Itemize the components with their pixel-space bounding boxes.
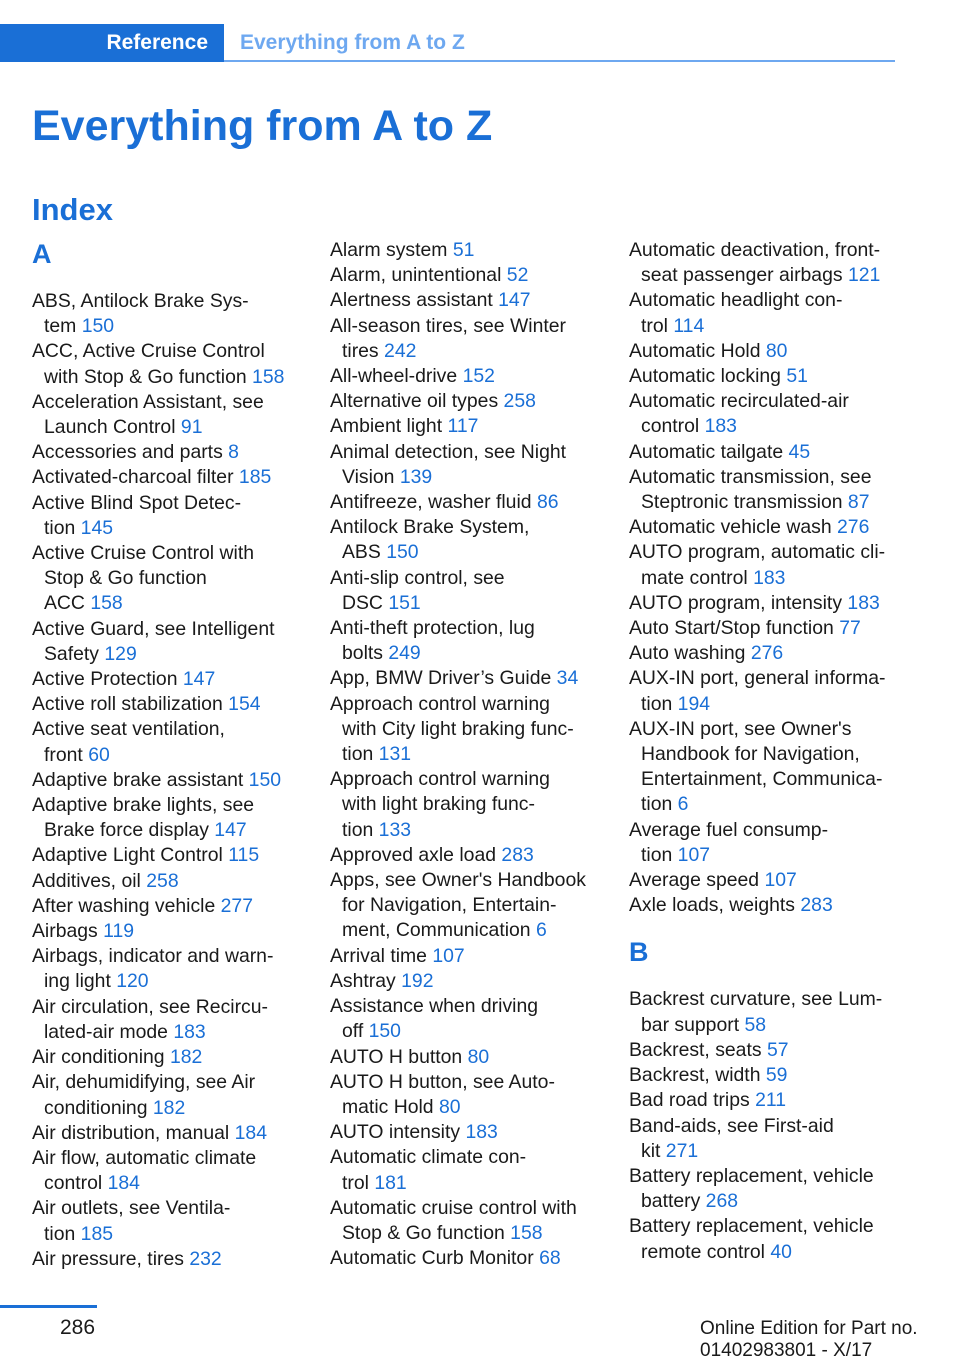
index-page-link[interactable]: 158 <box>90 592 123 615</box>
index-page-link[interactable]: 147 <box>214 819 247 842</box>
index-entry <box>629 389 901 439</box>
index-page-link[interactable]: 60 <box>88 743 110 766</box>
index-column-3 <box>629 238 901 1265</box>
index-page-link[interactable]: 150 <box>248 768 282 791</box>
index-page-link[interactable]: 183 <box>173 1020 206 1043</box>
index-page-link[interactable]: 283 <box>501 843 534 866</box>
index-entry <box>32 1045 304 1070</box>
index-page-link[interactable]: 183 <box>753 566 786 589</box>
index-entry-label: Airbags, indicator and warn- ing light <box>32 945 274 993</box>
index-columns <box>32 238 902 1278</box>
index-entry <box>629 818 901 868</box>
index-entry-label: Air, dehumidifying, see Air conditioning <box>32 1071 256 1119</box>
index-entry <box>32 541 304 617</box>
index-letter-heading: A <box>32 239 52 269</box>
index-page-link[interactable]: 151 <box>388 591 421 614</box>
index-page-link[interactable]: 268 <box>705 1190 739 1213</box>
index-page-link[interactable]: 277 <box>220 894 253 917</box>
index-page-link[interactable]: 139 <box>399 465 433 488</box>
index-entry-label: Axle loads, weights <box>629 894 795 917</box>
index-page-link[interactable]: 158 <box>510 1221 543 1244</box>
index-page-link[interactable]: 57 <box>766 1038 789 1061</box>
index-page-link[interactable]: 184 <box>234 1121 267 1144</box>
index-page-link[interactable]: 152 <box>462 365 495 388</box>
index-entry <box>32 1146 304 1196</box>
index-page-link[interactable]: 129 <box>104 642 137 665</box>
index-entry-label: Auto Start/Stop function <box>629 617 834 640</box>
index-page-link[interactable]: 121 <box>847 264 881 287</box>
index-page-link[interactable]: 77 <box>839 617 861 640</box>
index-entry-label: Air pressure, tires <box>32 1247 184 1270</box>
index-entry-label: Backrest curvature, see Lum- bar support <box>629 988 883 1036</box>
index-entry-label: Active Blind Spot Detec- tion <box>32 491 242 539</box>
index-page-link[interactable]: 119 <box>103 920 135 943</box>
index-entry-label: Automatic vehicle wash <box>629 516 832 539</box>
index-column-1 <box>32 238 304 1272</box>
index-entry-label: Auto washing <box>629 642 746 665</box>
index-entry <box>629 364 901 389</box>
index-entry-label: Anti-slip control, see DSC <box>330 566 505 614</box>
index-entry-label: Animal detection, see Night Vision <box>330 440 567 488</box>
index-page-link[interactable]: 6 <box>536 919 547 942</box>
index-page-link[interactable]: 107 <box>677 843 711 866</box>
index-entry-label: AUX-IN port, see Owner's Handbook for Navigation, Entertainment, Communica- tion <box>629 717 883 816</box>
index-entry-label: Automatic transmission, see Steptronic transmission <box>629 465 872 514</box>
index-entry-label: Average speed <box>629 869 760 892</box>
index-page-link[interactable]: 114 <box>673 314 705 337</box>
index-entry-label: Active seat ventilation, front <box>32 718 225 766</box>
index-page-link[interactable]: 147 <box>498 289 531 312</box>
index-entry-label: Automatic recirculated-air control <box>629 390 849 438</box>
section-tab-label: Reference <box>106 31 208 54</box>
index-entry-label: Active Guard, see Intelligent Safety <box>32 617 275 665</box>
index-entry-label: Arrival time <box>330 944 427 967</box>
index-page-link[interactable]: 51 <box>786 365 808 388</box>
index-entry-label: Automatic tailgate <box>629 440 784 463</box>
index-entry-label: AUX-IN port, general informa- tion <box>629 667 886 715</box>
index-entry-label: All-wheel-drive <box>330 365 458 388</box>
index-entry-label: Automatic locking <box>629 365 781 388</box>
index-page-link[interactable]: 258 <box>503 390 536 413</box>
index-entry <box>32 491 304 541</box>
index-page-link[interactable]: 232 <box>189 1247 222 1270</box>
index-entry-label: Alarm, unintentional <box>330 264 502 287</box>
index-entry <box>330 314 602 364</box>
index-entry <box>32 717 304 767</box>
index-page-link[interactable]: 150 <box>81 315 115 338</box>
index-entry-label: Automatic Hold <box>629 339 761 362</box>
index-page-link[interactable]: 68 <box>539 1247 561 1270</box>
index-entry-label: Average fuel consump- tion <box>629 818 829 866</box>
index-page-link[interactable]: 86 <box>536 491 559 514</box>
index-entry-label: Backrest, seats <box>629 1038 762 1061</box>
index-page-link[interactable]: 80 <box>439 1095 461 1118</box>
index-entry-label: Backrest, width <box>629 1064 761 1087</box>
index-page-link[interactable]: 283 <box>800 894 833 917</box>
index-entry <box>32 440 304 465</box>
index-page-link[interactable]: 107 <box>764 869 797 892</box>
index-entry-label: Active Cruise Control with Stop & Go function ACC <box>32 542 254 615</box>
index-entry <box>330 868 602 944</box>
index-entry-label: Antifreeze, washer fluid <box>330 491 532 514</box>
index-page-link[interactable]: 115 <box>228 844 260 867</box>
index-entry-label: Adaptive Light Control <box>32 844 223 867</box>
index-entry <box>629 339 901 364</box>
index-page-link[interactable]: 80 <box>765 339 788 362</box>
index-entry-label: Air flow, automatic climate control <box>32 1146 257 1195</box>
index-page-link[interactable]: 211 <box>755 1089 787 1112</box>
index-entry <box>330 566 602 616</box>
index-entry <box>629 893 901 918</box>
index-entry <box>330 767 602 843</box>
index-entry <box>629 1038 901 1063</box>
index-entry <box>629 1214 901 1264</box>
index-entry <box>330 843 602 868</box>
index-entry-label: Automatic cruise control with Stop & Go function <box>330 1196 577 1244</box>
index-entry-label: Active roll stabilization <box>32 693 223 716</box>
index-entry-label: Air distribution, manual <box>32 1121 230 1144</box>
index-entry <box>32 465 304 490</box>
index-entry <box>330 238 602 263</box>
index-page-link[interactable]: 147 <box>182 668 216 691</box>
page-number: 286 <box>60 1316 96 1339</box>
index-entry-label: Automatic deactivation, front- seat passenger airbags <box>629 239 881 287</box>
index-entry-label: Apps, see Owner's Handbook for Navigation, Entertain- ment, Communication <box>330 869 586 942</box>
index-entry-label: Alarm system <box>330 239 448 261</box>
index-entry <box>330 1145 602 1195</box>
index-entry <box>629 1114 901 1164</box>
index-entry <box>330 263 602 288</box>
index-entry <box>629 591 901 616</box>
index-entry <box>32 289 304 339</box>
index-page-link[interactable]: 154 <box>228 693 261 716</box>
index-entry <box>330 1246 602 1271</box>
index-page-link[interactable]: 158 <box>252 365 285 388</box>
index-entry <box>330 515 602 565</box>
index-page-link[interactable]: 181 <box>374 1171 407 1194</box>
index-entry-label: AUTO H button <box>330 1045 463 1068</box>
index-entry <box>32 995 304 1045</box>
index-entry <box>330 389 602 414</box>
index-entry-label: Assistance when driving off <box>330 995 539 1043</box>
index-entry <box>629 1063 901 1088</box>
section-title: Index <box>32 192 113 227</box>
index-entry-label: Approach control warning with City light braking func- tion <box>330 692 574 766</box>
index-page-link[interactable]: 258 <box>146 869 179 892</box>
index-entry <box>330 692 602 768</box>
index-entry <box>629 666 901 716</box>
index-entry <box>32 944 304 994</box>
index-entry <box>629 515 901 540</box>
footer-divider <box>0 1305 97 1308</box>
index-entry <box>629 987 901 1037</box>
index-entry <box>32 617 304 667</box>
index-page-link[interactable]: 276 <box>837 516 870 539</box>
index-page-link[interactable]: 87 <box>847 491 870 514</box>
index-page-link[interactable]: 249 <box>388 642 421 665</box>
index-page-link[interactable]: 133 <box>378 818 412 841</box>
index-entry-label: AUTO H button, see Auto- matic Hold <box>330 1070 555 1118</box>
index-entry-label: Approved axle load <box>330 843 497 866</box>
index-entry <box>32 667 304 692</box>
index-entry-label: AUTO program, automatic cli- mate control <box>629 541 886 589</box>
index-entry-label: Adaptive brake assistant <box>32 768 244 791</box>
index-entry <box>629 1088 901 1113</box>
index-entry-label: Acceleration Assistant, see Launch Control <box>32 390 264 439</box>
index-entry <box>330 969 602 994</box>
index-page-link[interactable]: 150 <box>368 1020 401 1043</box>
index-entry <box>629 440 901 465</box>
index-entry-label: Automatic climate con- trol <box>330 1146 527 1194</box>
index-letter-heading: B <box>629 937 649 968</box>
index-entry <box>32 1196 304 1246</box>
index-entry <box>32 793 304 843</box>
index-page-link[interactable]: 107 <box>432 944 465 967</box>
index-entry-label: ABS, Antilock Brake Sys- tem <box>32 290 249 338</box>
index-entry <box>32 768 304 793</box>
index-entry-label: Automatic headlight con- trol <box>629 289 843 337</box>
index-page-link[interactable]: 117 <box>447 415 479 438</box>
index-entry-label: Approach control warning with light braking func- tion <box>330 768 550 841</box>
index-entry-label: Alertness assistant <box>330 289 493 312</box>
index-entry <box>629 616 901 641</box>
index-entry <box>330 440 602 490</box>
index-page-link[interactable]: 131 <box>378 743 412 766</box>
index-page-link[interactable]: 6 <box>677 793 689 816</box>
index-entry <box>330 616 602 666</box>
index-entry <box>330 1070 602 1120</box>
index-entry-label: Anti-theft protection, lug bolts <box>330 617 535 665</box>
index-page-link[interactable]: 120 <box>116 970 149 993</box>
index-page-link[interactable]: 8 <box>228 441 239 464</box>
index-entry-label: App, BMW Driver’s Guide <box>330 667 552 690</box>
index-entry-label: After washing vehicle <box>32 894 216 917</box>
index-entry-label: ACC, Active Cruise Control with Stop & Go function <box>32 340 265 388</box>
index-page-link[interactable]: 242 <box>384 339 417 362</box>
index-entry <box>32 843 304 868</box>
index-page-link[interactable]: 80 <box>467 1045 490 1068</box>
index-entry-label: Air outlets, see Ventila- tion <box>32 1197 231 1245</box>
breadcrumb[interactable]: Everything from A to Z <box>240 31 465 54</box>
index-entry-label: All-season tires, see Winter tires <box>330 314 567 362</box>
index-entry <box>330 944 602 969</box>
index-page-link[interactable]: 145 <box>80 516 114 539</box>
index-entry <box>330 490 602 515</box>
index-page-link[interactable]: 276 <box>750 642 784 665</box>
index-page-link[interactable]: 182 <box>152 1096 186 1119</box>
index-page-link[interactable]: 184 <box>107 1172 140 1195</box>
index-entry-label: Adaptive brake lights, see Brake force display <box>32 794 255 842</box>
index-column-2 <box>330 238 602 1271</box>
index-entry-label: Air conditioning <box>32 1046 165 1069</box>
index-entry <box>330 288 602 313</box>
index-page-link[interactable]: 91 <box>180 416 203 439</box>
index-entry-label: AUTO intensity <box>330 1121 461 1144</box>
index-entry <box>330 1120 602 1145</box>
index-entry-label: Battery replacement, vehicle remote control <box>629 1215 874 1263</box>
index-entry-label: Automatic Curb Monitor <box>330 1247 534 1270</box>
index-entry-label: Bad road trips <box>629 1089 750 1112</box>
index-entry <box>629 540 901 590</box>
index-entry <box>330 666 602 691</box>
index-entry-label: Activated-charcoal filter <box>32 466 234 489</box>
index-entry <box>32 919 304 944</box>
header-divider <box>224 60 895 62</box>
index-entry-label: Band-aids, see First-aid kit <box>629 1114 834 1162</box>
index-entry-label: Additives, oil <box>32 869 141 892</box>
index-entry <box>330 364 602 389</box>
index-entry <box>629 1164 901 1214</box>
index-entry <box>330 1045 602 1070</box>
index-page-link[interactable]: 185 <box>80 1222 114 1245</box>
index-page-link[interactable]: 182 <box>169 1046 203 1069</box>
index-page-link[interactable]: 185 <box>238 466 272 489</box>
index-entry <box>629 717 901 818</box>
index-page-link[interactable]: 150 <box>386 541 419 564</box>
index-page-link[interactable]: 52 <box>506 264 529 287</box>
index-entry-label: Ambient light <box>330 415 443 438</box>
index-page-link[interactable]: 183 <box>847 591 880 614</box>
index-entry <box>32 1121 304 1146</box>
index-page-link[interactable]: 271 <box>665 1139 699 1162</box>
index-page-link[interactable]: 194 <box>677 692 711 715</box>
index-entry <box>330 1196 602 1246</box>
index-entry <box>32 1247 304 1272</box>
index-entry <box>32 390 304 440</box>
index-entry <box>32 692 304 717</box>
index-entry <box>629 238 901 288</box>
index-page-link[interactable]: 183 <box>465 1121 498 1144</box>
index-page-link[interactable]: 183 <box>704 415 737 438</box>
index-entry-label: AUTO program, intensity <box>629 591 843 614</box>
index-entry-label: Active Protection <box>32 668 178 691</box>
index-entry <box>629 465 901 515</box>
index-entry-label: Alternative oil types <box>330 390 499 413</box>
page-title: Everything from A to Z <box>32 102 493 150</box>
index-entry-label: Accessories and parts <box>32 441 223 464</box>
index-entry <box>32 339 304 389</box>
header-bar <box>0 24 895 62</box>
index-entry <box>330 414 602 439</box>
index-entry <box>629 288 901 338</box>
index-page-link[interactable]: 34 <box>556 667 579 690</box>
index-entry <box>629 868 901 893</box>
index-entry <box>330 994 602 1044</box>
index-entry-label: Battery replacement, vehicle battery <box>629 1164 874 1213</box>
edition-note: Online Edition for Part no. 01402983801 - X/17 <box>700 1318 918 1361</box>
index-entry <box>32 1070 304 1120</box>
index-entry <box>629 641 901 666</box>
index-entry <box>32 869 304 894</box>
index-entry-label: Air circulation, see Recircu- lated-air mode <box>32 995 268 1043</box>
index-page-link[interactable]: 51 <box>452 239 475 261</box>
index-page-link[interactable]: 59 <box>765 1064 788 1087</box>
index-entry-label: Antilock Brake System, ABS <box>330 516 530 564</box>
index-page-link[interactable]: 192 <box>401 969 434 992</box>
index-entry <box>32 894 304 919</box>
index-entry-label: Airbags <box>32 920 98 943</box>
index-page-link[interactable]: 58 <box>744 1013 767 1036</box>
index-entry-label: Ashtray <box>330 969 396 992</box>
section-tab[interactable] <box>0 24 224 62</box>
index-page-link[interactable]: 40 <box>770 1240 792 1263</box>
index-page-link[interactable]: 45 <box>788 440 811 463</box>
